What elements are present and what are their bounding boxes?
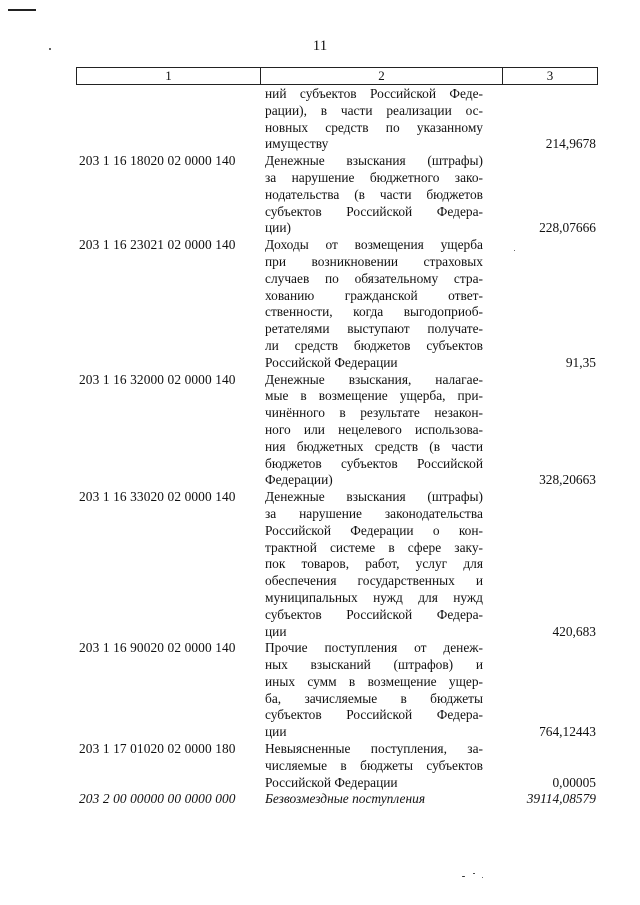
scan-artifact-speck [462, 876, 465, 877]
description-line: бюджетов субъектов Российской [265, 455, 483, 471]
revenue-description [265, 153, 483, 237]
budget-classification-code: 203 1 16 18020 02 0000 140 [79, 153, 236, 169]
description-line: пок товаров, работ, услуг для [265, 556, 483, 572]
amount-value: 39114,08579 [526, 791, 596, 807]
scan-artifact-speck [482, 877, 483, 878]
description-line: Российской Федерации о кон- [265, 522, 483, 538]
revenue-description [265, 741, 483, 791]
table-row [76, 741, 598, 791]
scan-artifact-speck [473, 873, 475, 874]
description-line: Федерации) [265, 472, 333, 488]
revenue-description [265, 640, 483, 741]
description-line: муниципальных нужд для нужд [265, 589, 483, 605]
description-line: мые в возмещение ущерба, при- [265, 388, 483, 404]
description-line: хованию гражданской ответ- [265, 287, 483, 303]
revenue-description [265, 489, 483, 640]
table-row [76, 372, 598, 490]
description-line: Российской Федерации [265, 354, 398, 370]
page-number: 11 [312, 38, 328, 54]
table-row [76, 86, 598, 153]
revenue-description [265, 86, 483, 153]
scan-artifact-mark [8, 9, 36, 11]
table-row [76, 640, 598, 741]
description-line: новных средств по указанному [265, 119, 483, 135]
revenue-description [265, 372, 483, 490]
description-line: Денежные взыскания, налагае- [265, 371, 483, 387]
table-row [76, 237, 598, 371]
table-row [76, 791, 598, 808]
column-header-amount: 3 [546, 68, 554, 83]
amount-value: 228,07666 [539, 220, 596, 236]
budget-classification-code: 203 1 16 90020 02 0000 140 [79, 640, 236, 656]
description-line: Доходы от возмещения ущерба [265, 237, 483, 253]
description-line: ции) [265, 220, 291, 236]
amount-value: 0,00005 [552, 774, 596, 790]
description-line: Денежные взыскания (штрафы) [265, 489, 483, 505]
description-line: ли средств бюджетов субъектов [265, 337, 483, 353]
budget-classification-code: 203 1 16 32000 02 0000 140 [79, 371, 236, 387]
description-line: ного или нецелевого использова- [265, 421, 483, 437]
amount-value: 420,683 [552, 623, 596, 639]
description-line: Невыясненные поступления, за- [265, 741, 483, 757]
description-line: ных взысканий (штрафов) и [265, 657, 483, 673]
amount-value: 328,20663 [539, 472, 596, 488]
description-line: рации), в части реализации ос- [265, 102, 483, 118]
budget-classification-code: 203 1 16 23021 02 0000 140 [79, 237, 236, 253]
table-row [76, 489, 598, 640]
description-line: ретателями выступают получате- [265, 321, 483, 337]
description-line: Прочие поступления от денеж- [265, 640, 483, 656]
budget-classification-code: 203 1 16 33020 02 0000 140 [79, 489, 236, 505]
description-line: при возникновении страховых [265, 253, 483, 269]
description-line: за нарушение бюджетного зако- [265, 169, 483, 185]
description-line: трактной системе в сфере заку- [265, 539, 483, 555]
description-line: ции [265, 724, 287, 740]
description-line: нодательства (в части бюджетов [265, 186, 483, 202]
budget-classification-code: 203 2 00 00000 00 0000 000 [79, 791, 236, 807]
description-line: субъектов Российской Федера- [265, 203, 483, 219]
description-line: обеспечения государственных и [265, 573, 483, 589]
description-line: Российской Федерации [265, 774, 398, 790]
description-line: за нарушение законодательства [265, 505, 483, 521]
revenue-description [265, 791, 483, 808]
table-body [76, 86, 598, 808]
description-line: субъектов Российской Федера- [265, 606, 483, 622]
description-line: имуществу [265, 136, 329, 152]
amount-value: 764,12443 [539, 724, 596, 740]
description-line: числяемые в бюджеты субъектов [265, 757, 483, 773]
description-line: Денежные взыскания (штрафы) [265, 153, 483, 169]
description-line: чинённого в результате незакон- [265, 405, 483, 421]
budget-revenue-table [76, 67, 598, 808]
description-line: Безвозмездные поступления [265, 791, 426, 807]
amount-value: 91,35 [565, 354, 596, 370]
description-line: случаев по обязательному стра- [265, 270, 483, 286]
table-header [76, 67, 598, 85]
column-header-code: 1 [77, 68, 261, 84]
description-line: ний субъектов Российской Феде- [265, 86, 483, 101]
description-line: иных сумм в возмещение ущер- [265, 673, 483, 689]
column-header-description: 2 [261, 68, 503, 84]
description-line: ственности, когда выгодоприоб- [265, 304, 483, 320]
description-line: ния бюджетных средств (в части [265, 438, 483, 454]
budget-classification-code: 203 1 17 01020 02 0000 180 [79, 741, 236, 757]
table-row [76, 153, 598, 237]
description-line: ции [265, 623, 287, 639]
description-line: ба, зачисляемые в бюджеты [265, 690, 483, 706]
description-line: субъектов Российской Федера- [265, 707, 483, 723]
revenue-description [265, 237, 483, 371]
amount-value: 214,9678 [545, 136, 596, 152]
